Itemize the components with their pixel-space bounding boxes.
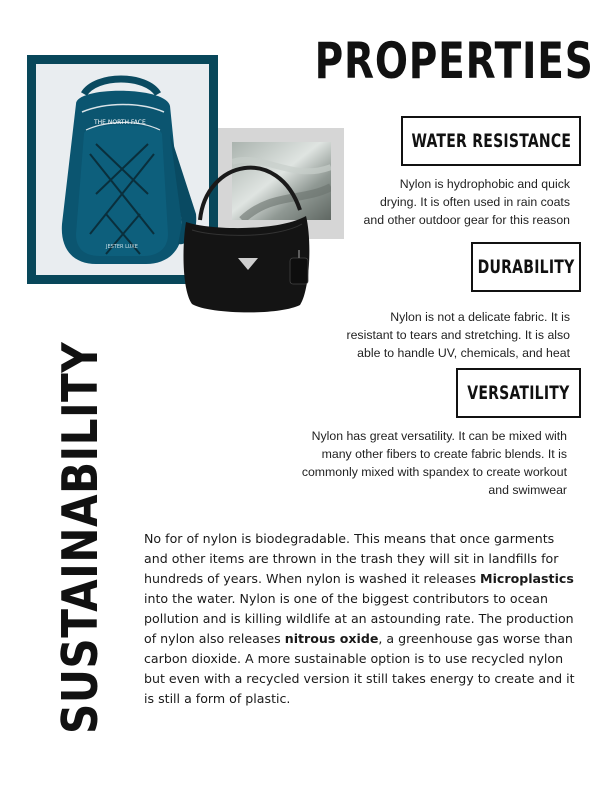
text-line: Nylon is not a delicate fabric. It is xyxy=(390,310,570,324)
logo-mark: THE NORTH FACE xyxy=(94,119,146,126)
bold-term-microplastics: Microplastics xyxy=(480,571,574,586)
text-line: drying. It is often used in rain coats xyxy=(379,195,570,209)
text-line: Nylon is hydrophobic and quick xyxy=(399,177,570,191)
text-line: Nylon has great versatility. It can be mixed with xyxy=(311,429,567,443)
handbag-image xyxy=(178,150,318,315)
paragraph-text: , a greenhouse gas worse than carbon dioxide. A more sustainable option is to use recycled nylon but even with a recycled version it still takes energy to create and it is still a form of plastic. xyxy=(144,631,575,706)
model-label-mark: JESTER LUXE xyxy=(106,244,138,250)
durability-text xyxy=(290,308,570,362)
paragraph-text: No for of nylon is biodegradable. This means that once garments and other items are thrown in the trash they will sit in landfills for hundreds of years. When nylon is washed it releases xyxy=(144,531,559,586)
versatility-text xyxy=(267,427,567,499)
heading-label: WATER RESISTANCE xyxy=(411,130,571,152)
text-line: resistant to tears and stretching. It is also xyxy=(346,328,570,342)
text-line: commonly mixed with spandex to create workout xyxy=(301,465,567,479)
text-line: and other outdoor gear for this reason xyxy=(363,213,570,227)
sustainability-paragraph xyxy=(144,529,576,709)
bold-term-nitrous-oxide: nitrous oxide xyxy=(284,631,379,646)
text-line: able to handle UV, chemicals, and heat xyxy=(357,346,570,360)
text-line: many other fibers to create fabric blends. It is xyxy=(321,447,567,461)
heading-label: DURABILITY xyxy=(477,256,575,278)
sustainability-title-text: SUSTAINABILITY xyxy=(52,341,109,734)
versatility-heading xyxy=(456,368,581,418)
sustainability-title xyxy=(52,278,109,734)
durability-heading xyxy=(471,242,581,292)
handbag-illustration xyxy=(178,150,318,315)
water-resistance-heading xyxy=(401,116,581,166)
page-title: PROPERTIES xyxy=(315,32,594,90)
text-line: and swimwear xyxy=(488,483,567,497)
paragraph-text: into the water. Nylon is one of the biggest contributors to ocean pollution and is killing wildlife at an astounding rate. The production of nylon also releases xyxy=(144,591,574,646)
water-resistance-text xyxy=(310,175,570,229)
heading-label: VERSATILITY xyxy=(467,382,570,404)
